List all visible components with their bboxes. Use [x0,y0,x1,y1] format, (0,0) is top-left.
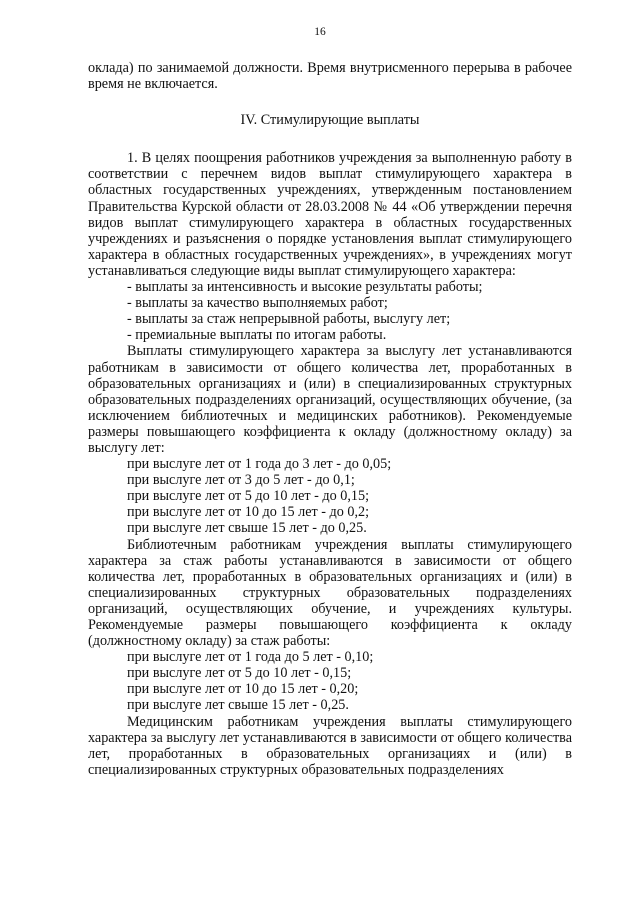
list-item: при выслуге лет от 10 до 15 лет - до 0,2; [127,504,370,521]
payment-types-list [88,279,572,343]
intro-paragraph: оклада) по занимаемой должности. Время внутрисменного перерыва в рабочее время не включается. [88,60,572,93]
list-item: при выслуге лет от 1 года до 3 лет - до 0,05; [127,456,392,473]
list-item: при выслуге лет от 5 до 10 лет - до 0,15; [127,488,370,505]
paragraph-3: Библиотечным работникам учреждения выплаты стимулирующего характера за стаж работы устанавливаются в зависимости от общего количества лет, проработанных в образовательных организациях и (или) в специализированных структурных образовательных подразделениях организаций, осуществляющих обучение, и учреждениях культуры. Рекомендуемые размеры повышающего коэффициента к окладу (должностному окладу) за стаж работы: [88,536,572,650]
list-item: при выслуге лет от 1 года до 5 лет - 0,10; [127,649,374,666]
paragraph-2: Выплаты стимулирующего характера за выслугу лет устанавливаются работникам в зависимости от общего количества лет, проработанных в образовательных организациях и (или) в специализированных структурных образовательных подразделениях организаций, осуществляющих обучение, (за исключением библиотечных и медицинских работников). Рекомендуемые размеры повышающего коэффициента к окладу (должностному окладу) за выслугу лет: [88,343,572,456]
list-item: при выслуге лет свыше 15 лет - 0,25. [127,697,349,714]
page-number: 16 [314,26,326,38]
document-body [88,60,572,778]
coefficients-library-list [88,649,572,713]
paragraph-4: Медицинским работникам учреждения выплаты стимулирующего характера за выслугу лет устанавливаются в зависимости от общего количества лет, проработанных в образовательных организациях и (или) в специализированных структурных образовательных подразделениях [88,713,572,778]
list-item: при выслуге лет от 5 до 10 лет - 0,15; [127,665,352,682]
coefficients-general-list [88,456,572,536]
paragraph-1: 1. В целях поощрения работников учреждения за выполненную работу в соответствии с перечнем видов выплат стимулирующего характера в областных государственных учреждениях, утвержденным постановлением Правительства Курской области от 28.03.2008 № 44 «Об утверждении перечня видов выплат стимулирующего характера в областных государственных учреждениях и разъяснения о порядке установления выплат стимулирующего характера в областных государственных учреждениях», в учреждениях могут устанавливаться следующие виды выплат стимулирующего характера: [88,150,572,279]
list-item: - премиальные выплаты по итогам работы. [127,327,387,344]
list-item: при выслуге лет от 3 до 5 лет - до 0,1; [127,472,355,489]
section-heading: IV. Стимулирующие выплаты [240,112,420,129]
list-item: - выплаты за интенсивность и высокие результаты работы; [127,279,483,296]
list-item: при выслуге лет свыше 15 лет - до 0,25. [127,520,367,537]
list-item: при выслуге лет от 10 до 15 лет - 0,20; [127,681,359,698]
list-item: - выплаты за качество выполняемых работ; [127,295,388,312]
list-item: - выплаты за стаж непрерывной работы, выслугу лет; [127,311,451,328]
